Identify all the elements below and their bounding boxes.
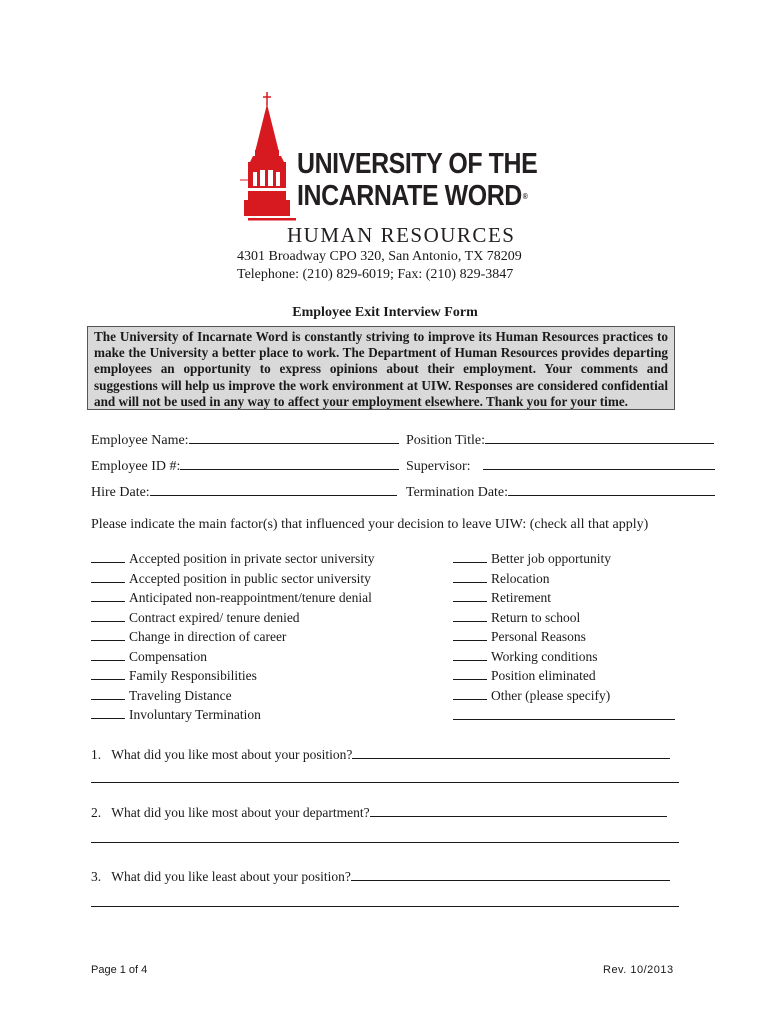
- checkbox-line[interactable]: [91, 609, 125, 622]
- answer-line[interactable]: [351, 867, 670, 881]
- question-2: [91, 803, 667, 821]
- factor-item[interactable]: [91, 706, 261, 723]
- page-number: Page 1 of 4: [91, 964, 148, 976]
- factor-item[interactable]: [453, 648, 598, 665]
- checkbox-line[interactable]: [91, 687, 125, 700]
- answer-line[interactable]: [352, 745, 670, 759]
- answer-line[interactable]: [91, 842, 679, 843]
- factor-label: Retirement: [491, 590, 551, 605]
- employee-id-label: Employee ID #:: [91, 459, 181, 474]
- checkbox-line[interactable]: [91, 570, 125, 583]
- factor-label: Other (please specify): [491, 688, 611, 703]
- answer-line[interactable]: [91, 782, 679, 783]
- checkbox-line[interactable]: [91, 648, 125, 661]
- position-title-line[interactable]: [485, 430, 714, 444]
- factor-label: Anticipated non-reappointment/tenure denial: [129, 590, 372, 605]
- termination-date-label: Termination Date:: [406, 485, 509, 500]
- factor-item[interactable]: [91, 687, 232, 704]
- checkbox-line[interactable]: [453, 550, 487, 563]
- checkbox-line[interactable]: [91, 667, 125, 680]
- intro-text-box: The University of Incarnate Word is constantly striving to improve its Human Resources practices to make the University a better place to work. The Department of Human Resources provides departing employees an opportunity to express opinions about their employment. Your comments and suggestions will help us improve the work environment at UIW. Responses are considered confidential and will not be used in any way to affect your employment elsewhere. Thank you for your time.: [87, 326, 675, 410]
- supervisor-label: Supervisor:: [406, 459, 471, 474]
- checkbox-line[interactable]: [91, 589, 125, 602]
- question-text: What did you like most about your department?: [111, 805, 370, 820]
- checkbox-line[interactable]: [453, 570, 487, 583]
- factor-label: Accepted position in public sector university: [129, 571, 371, 586]
- factor-label: Position eliminated: [491, 668, 596, 683]
- factor-item[interactable]: [91, 667, 257, 684]
- hire-date-field[interactable]: [91, 482, 397, 501]
- factors-prompt: Please indicate the main factor(s) that influenced your decision to leave UIW: (check all that apply): [91, 517, 649, 532]
- logo-line-2: INCARNATE WORD®: [297, 180, 528, 212]
- answer-line[interactable]: [91, 906, 679, 907]
- question-number: 3.: [91, 869, 102, 884]
- logo-line-1: UNIVERSITY OF THE: [297, 148, 538, 180]
- registered-mark: ®: [522, 192, 528, 201]
- factor-label: Accepted position in private sector university: [129, 551, 375, 566]
- question-number: 2.: [91, 805, 102, 820]
- supervisor-field[interactable]: [406, 456, 715, 475]
- factor-label: Change in direction of career: [129, 629, 287, 644]
- logo-department: HUMAN RESOURCES: [287, 223, 516, 247]
- address-line-1: 4301 Broadway CPO 320, San Antonio, TX 78209: [237, 249, 522, 264]
- factor-label: Personal Reasons: [491, 629, 586, 644]
- uiw-tower-logo: [236, 92, 296, 222]
- checkbox-line[interactable]: [453, 589, 487, 602]
- position-title-field[interactable]: [406, 430, 714, 449]
- other-specify-line[interactable]: [453, 719, 675, 720]
- termination-date-line[interactable]: [508, 482, 715, 496]
- factor-item[interactable]: [91, 550, 375, 567]
- factor-item[interactable]: [91, 570, 371, 587]
- checkbox-line[interactable]: [453, 609, 487, 622]
- form-title: Employee Exit Interview Form: [292, 305, 478, 320]
- factor-label: Contract expired/ tenure denied: [129, 610, 300, 625]
- supervisor-line[interactable]: [483, 456, 715, 470]
- address-line-2: Telephone: (210) 829-6019; Fax: (210) 829-3847: [237, 267, 514, 282]
- question-1: [91, 745, 670, 763]
- factor-label: Return to school: [491, 610, 581, 625]
- factor-label: Better job opportunity: [491, 551, 611, 566]
- factor-item[interactable]: [453, 589, 551, 606]
- factor-label: Working conditions: [491, 649, 598, 664]
- question-text: What did you like most about your position?: [111, 747, 353, 762]
- hire-date-line[interactable]: [150, 482, 397, 496]
- checkbox-line[interactable]: [91, 706, 125, 719]
- checkbox-line[interactable]: [453, 648, 487, 661]
- factor-label: Relocation: [491, 571, 550, 586]
- checkbox-line[interactable]: [453, 687, 487, 700]
- factor-item[interactable]: [453, 570, 549, 587]
- factor-item[interactable]: [91, 609, 300, 626]
- question-number: 1.: [91, 747, 102, 762]
- checkbox-line[interactable]: [453, 628, 487, 641]
- factor-label: Family Responsibilities: [129, 668, 257, 683]
- checkbox-line[interactable]: [453, 667, 487, 680]
- factor-item[interactable]: [453, 628, 586, 645]
- termination-date-field[interactable]: [406, 482, 715, 501]
- employee-id-field[interactable]: [91, 456, 399, 475]
- position-title-label: Position Title:: [406, 433, 485, 448]
- factor-label: Traveling Distance: [129, 688, 232, 703]
- factor-item[interactable]: [453, 550, 611, 567]
- factor-item[interactable]: [453, 667, 596, 684]
- factor-item[interactable]: [453, 687, 610, 704]
- checkbox-line[interactable]: [91, 550, 125, 563]
- factor-item[interactable]: [453, 609, 580, 626]
- question-text: What did you like least about your position?: [111, 869, 351, 884]
- employee-id-line[interactable]: [180, 456, 399, 470]
- employee-name-line[interactable]: [189, 430, 399, 444]
- factor-label: Involuntary Termination: [129, 707, 261, 722]
- question-3: [91, 867, 670, 885]
- factor-item[interactable]: [91, 648, 207, 665]
- factor-item[interactable]: [91, 628, 286, 645]
- employee-name-field[interactable]: [91, 430, 399, 449]
- revision-label: Rev. 10/2013: [603, 964, 674, 976]
- checkbox-line[interactable]: [91, 628, 125, 641]
- factor-item[interactable]: [91, 589, 372, 606]
- factor-label: Compensation: [129, 649, 207, 664]
- answer-line[interactable]: [370, 803, 667, 817]
- hire-date-label: Hire Date:: [91, 485, 150, 500]
- employee-name-label: Employee Name:: [91, 433, 189, 448]
